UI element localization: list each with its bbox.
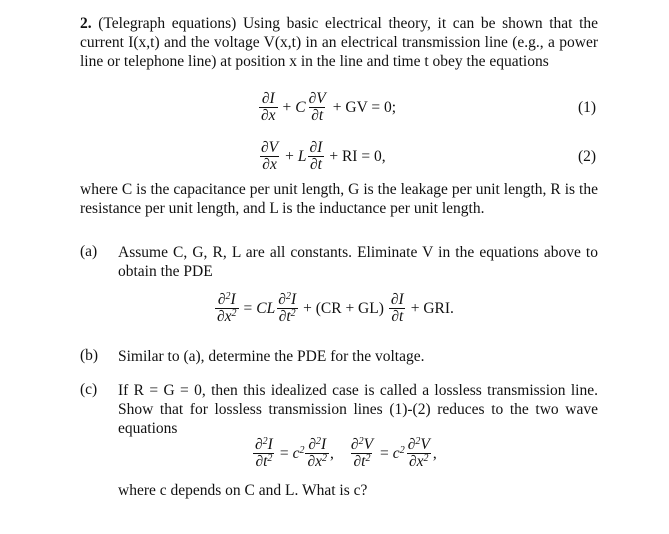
part-c-text: If R = G = 0, then this idealized case is called a lossless transmission line. Show that for lossless transmission lines (1)-(2) reduces to the two wave equations [118,382,598,437]
part-a-equation-middle: + (CR + GL) [303,299,384,317]
fraction-dI-dx: $\frac{\partial I}{\partial x}$ [261,90,276,124]
fraction-dV-dt: $\frac{\partial V}{\partial t}$ [308,90,326,124]
equation-1-tail: + GV = 0; [332,98,397,116]
part-a-label: (a) [80,243,98,260]
part-c-label: (c) [80,381,98,398]
equation-1: $\frac{\partial I}{\partial x}$ + C $\frac{\partial V}{\partial t}$ + GV = 0; [258,91,400,124]
part-a-equation-tail: + GRI. [410,299,454,317]
fraction-dV-dx: $\frac{\partial V}{\partial x}$ [261,139,279,173]
definitions-paragraph: where C is the capacitance per unit length, G is the leakage per unit length, R is the resistance per unit length, and L is the inductance per unit length. [80,181,598,217]
equation-2: $\frac{\partial V}{\partial x}$ + L $\frac{\partial I}{\partial t}$ + RI = 0, [258,140,390,173]
problem-number: 2. [80,15,92,32]
part-b-label: (b) [80,347,99,364]
problem-intro-text: (Telegraph equations) Using basic electrical theory, it can be shown that the current I(x,t) and the voltage V(x,t) in an electrical transmission line (e.g., a power line or telephone line) at position x in the line and time t obey the equations [80,15,599,70]
part-b-text: Similar to (a), determine the PDE for the voltage. [118,348,425,365]
part-a-equation: $\frac{\partial^2I}{\partial x^2}$ = CL $\frac{\partial^2I}{\partial t^2}$ + (CR + GL) $\frac{\partial I}{\partial t}$ + GRI. [214,292,458,325]
part-a-text: Assume C, G, R, L are all constants. Eliminate V in the equations above to obtain the PDE [118,244,598,280]
fraction-dI-dt: $\frac{\partial I}{\partial t}$ [309,139,323,173]
problem-intro [80,14,598,71]
part-c-question: where c depends on C and L. What is c? [118,482,368,499]
equation-2-tail: + RI = 0, [329,147,386,165]
equation-2-number: (2) [578,148,597,165]
part-c-wave-equations: $\frac{\partial^2I}{\partial t^2}$ = $c^2$ $\frac{\partial^2I}{\partial x^2}$ , $\frac{\partial^2V}{\partial t^2}$ = $c^2$ $\frac{\partial^2V}{\partial x^2}$ , [255,436,437,470]
equation-1-number: (1) [578,99,597,116]
